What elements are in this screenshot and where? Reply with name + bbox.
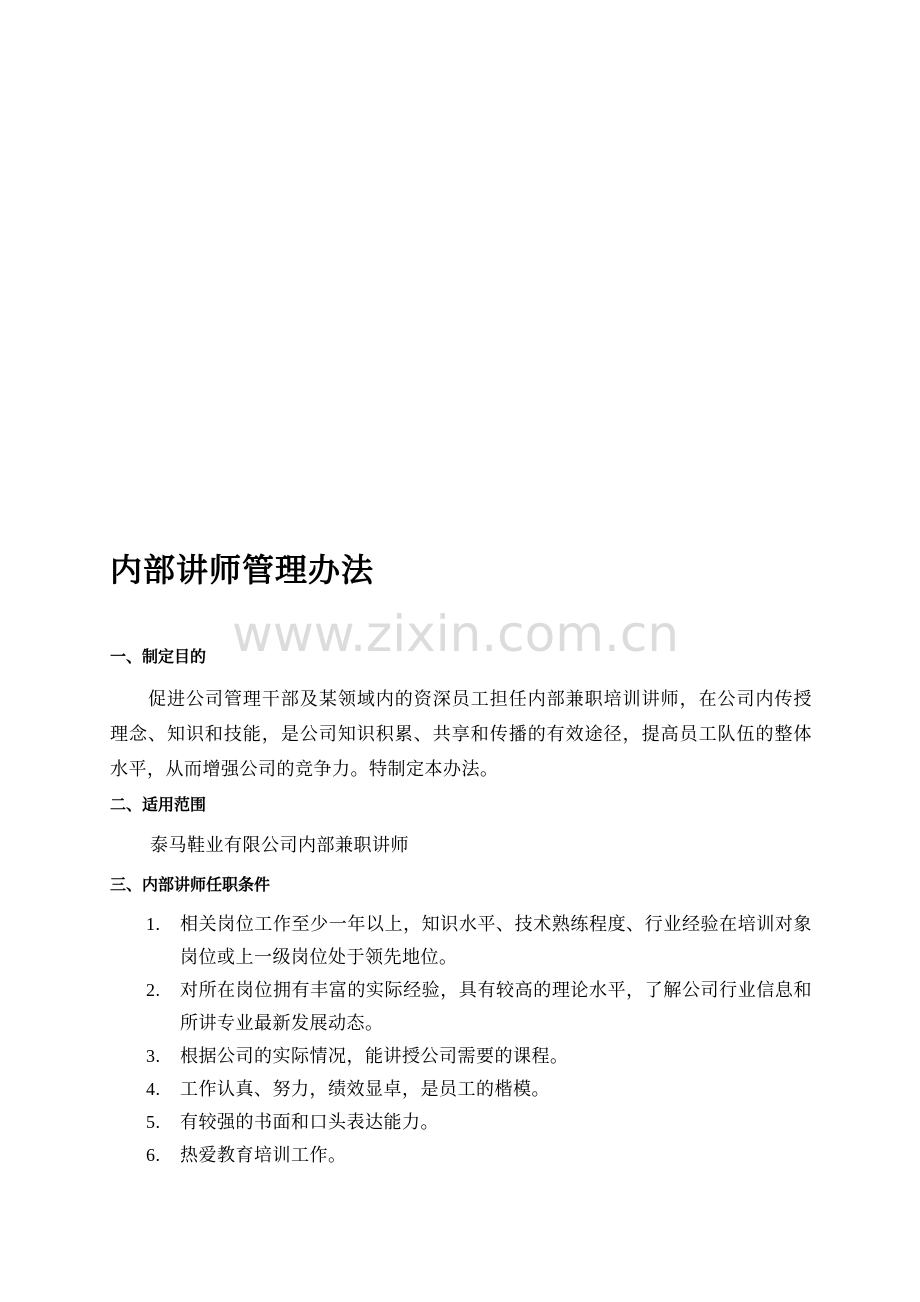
purpose-paragraph: 促进公司管理干部及某领域内的资深员工担任内部兼职培训讲师，在公司内传授理念、知识和技能，是公司知识积累、共享和传播的有效途径，提高员工队伍的整体水平，从而增强公司的竞争力。特制定本办法。 [110, 689, 812, 780]
document-title: 内部讲师管理办法 [110, 551, 375, 589]
list-item-number: 6. [146, 1145, 161, 1165]
list-item-text: 热爱教育培训工作。 [180, 1145, 347, 1166]
list-item [110, 1139, 812, 1172]
list-item-number: 5. [146, 1112, 161, 1132]
list-item [110, 1106, 812, 1139]
scope-text: 泰马鞋业有限公司内部兼职讲师 [150, 835, 409, 856]
list-item [110, 1040, 812, 1073]
list-item-number: 1. [146, 914, 161, 934]
section-heading-requirements: 三、内部讲师任职条件 [110, 875, 271, 894]
section-scope [110, 794, 812, 863]
section-requirements [110, 874, 812, 1172]
section-heading-scope: 二、适用范围 [110, 795, 207, 814]
list-item [110, 908, 812, 974]
list-item-text: 相关岗位工作至少一年以上，知识水平、技术熟练程度、行业经验在培训对象岗位或上一级岗位处于领先地位。 [180, 914, 812, 968]
section-purpose [110, 646, 812, 787]
list-item-text: 有较强的书面和口头表达能力。 [180, 1112, 439, 1133]
list-item [110, 1073, 812, 1106]
watermark: www.zixin.com.cn [232, 605, 680, 663]
list-item-number: 4. [146, 1079, 161, 1099]
list-item-number: 2. [146, 980, 161, 1000]
section-heading-purpose: 一、制定目的 [110, 647, 207, 666]
list-item-text: 工作认真、努力，绩效显卓，是员工的楷模。 [180, 1079, 550, 1100]
requirements-list [110, 908, 812, 1172]
list-item-text: 根据公司的实际情况，能讲授公司需要的课程。 [180, 1046, 569, 1067]
list-item [110, 974, 812, 1040]
list-item-number: 3. [146, 1046, 161, 1066]
list-item-text: 对所在岗位拥有丰富的实际经验，具有较高的理论水平，了解公司行业信息和所讲专业最新发展动态。 [180, 980, 812, 1034]
